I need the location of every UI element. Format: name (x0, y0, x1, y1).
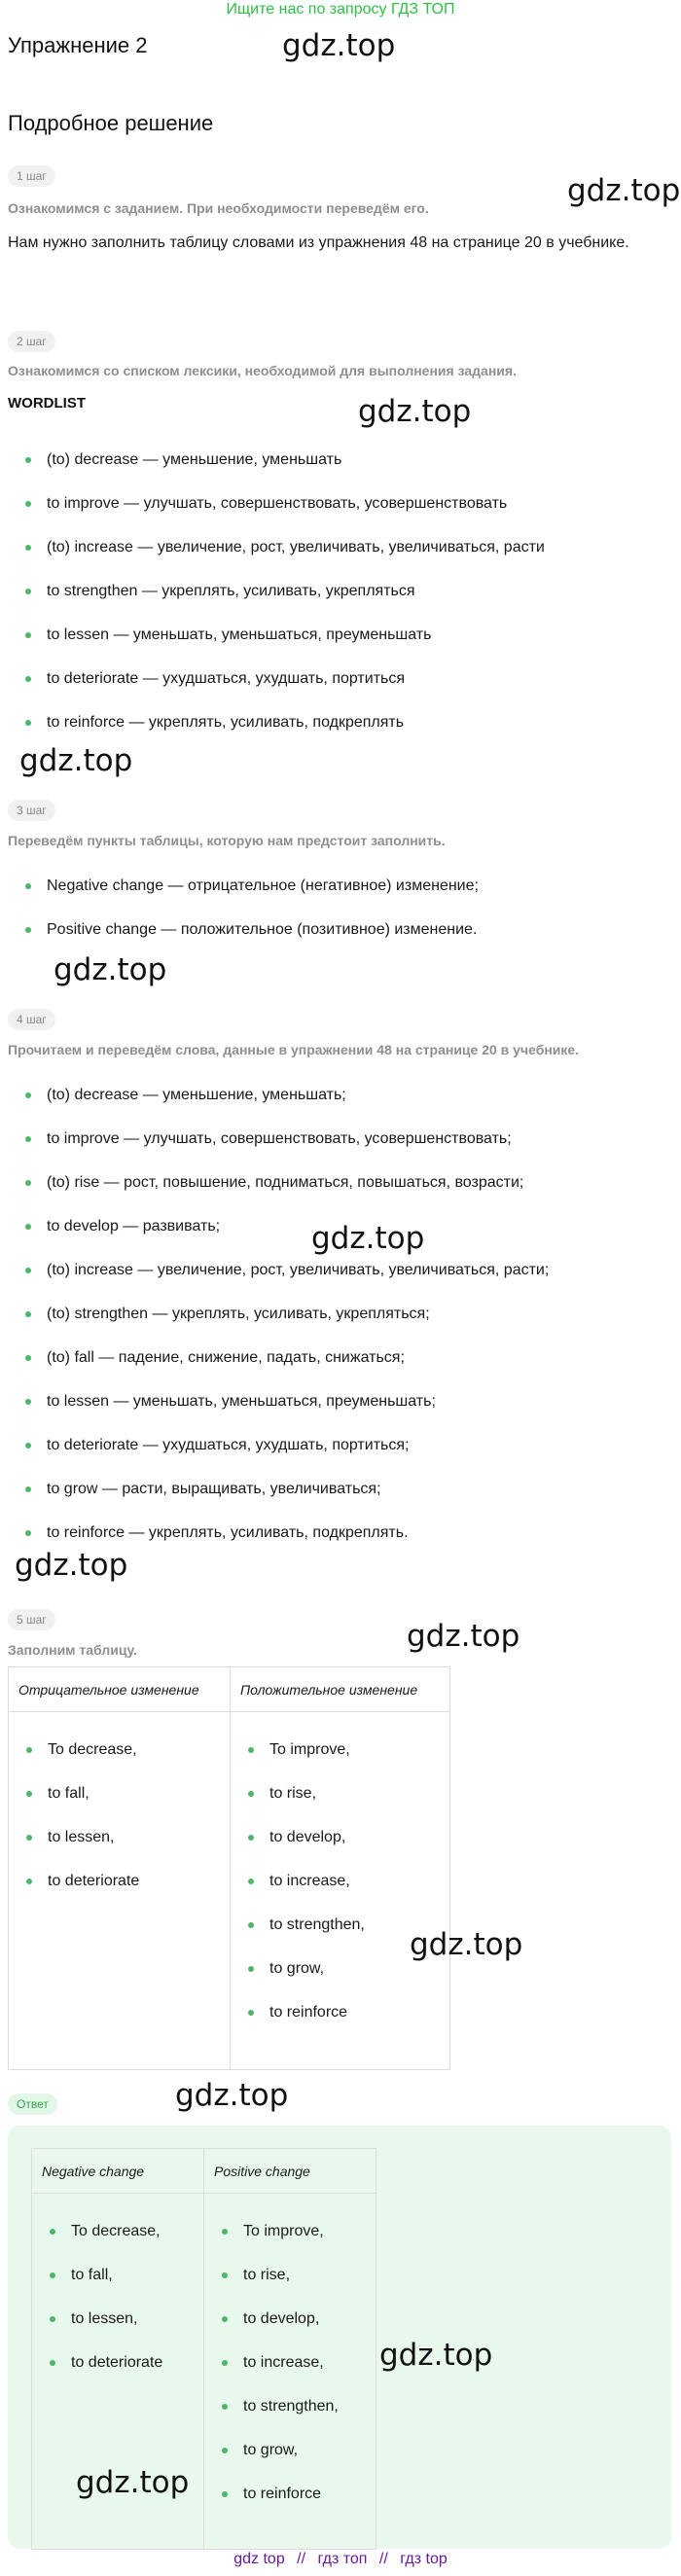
watermark: gdz.top (15, 1548, 128, 1583)
step-note: Ознакомимся с заданием. При необходимости переведём его. (8, 200, 429, 216)
textbook-words (8, 1073, 669, 1555)
list-item: To improve, (204, 2209, 376, 2253)
column-header-negative: Negative change (32, 2149, 204, 2194)
footer-links (0, 2551, 681, 2568)
list-item: to improve — улучшать, совершенствовать, усовершенствовать (8, 482, 669, 525)
list-item: to strengthen — укреплять, усиливать, укрепляться (8, 569, 669, 613)
solution-title: Подробное решение (8, 111, 214, 135)
list-item: To decrease, (9, 1728, 230, 1771)
list-item: Positive change — положительное (позитивное) изменение. (8, 908, 669, 951)
search-banner: Ищите нас по запросу ГДЗ ТОП (226, 1, 455, 18)
watermark: gdz.top (19, 743, 133, 778)
list-item: to lessen — уменьшать, уменьшаться, преуменьшать; (8, 1379, 669, 1423)
list-item: to rise, (231, 1771, 449, 1815)
column-header-positive: Положительное изменение (231, 1667, 450, 1712)
column-header-positive: Positive change (204, 2149, 376, 2194)
list-item: to strengthen, (204, 2384, 376, 2428)
step-badge: 1 шаг (8, 165, 55, 187)
answer-badge: Ответ (8, 2093, 57, 2115)
list-item: To decrease, (32, 2209, 203, 2253)
list-item: to develop, (231, 1815, 449, 1859)
list-item: to deteriorate — ухудшаться, ухудшать, портиться; (8, 1423, 669, 1467)
step-badge: 4 шаг (8, 1009, 55, 1030)
list-item: (to) strengthen — укреплять, усиливать, укрепляться; (8, 1292, 669, 1336)
watermark: gdz.top (282, 28, 396, 63)
watermark: gdz.top (379, 2338, 493, 2373)
step-note: Прочитаем и переведём слова, данные в упражнении 48 на странице 20 в учебнике. (8, 1042, 580, 1057)
footer-separator: // (297, 2551, 306, 2567)
watermark: gdz.top (311, 1221, 425, 1256)
list-item: to develop — развивать; (8, 1204, 669, 1248)
list-item: to reinforce (231, 1990, 449, 2034)
exercise-title: Упражнение 2 (8, 33, 148, 57)
list-item: to fall, (32, 2253, 203, 2297)
list-item: To improve, (231, 1728, 449, 1771)
footer-link[interactable]: гдз top (400, 2551, 448, 2567)
footer-link[interactable]: гдз топ (317, 2551, 368, 2567)
list-item: to deteriorate (32, 2341, 203, 2384)
list-item: to lessen — уменьшать, уменьшаться, преуменьшать (8, 613, 669, 657)
list-item: to strengthen, (231, 1903, 449, 1947)
list-item: to deteriorate — ухудшаться, ухудшать, портиться (8, 657, 669, 700)
list-item: to develop, (204, 2297, 376, 2341)
list-item: to deteriorate (9, 1859, 230, 1903)
step-badge: 5 шаг (8, 1609, 55, 1630)
list-item: to increase, (231, 1859, 449, 1903)
watermark: gdz.top (410, 1927, 523, 1962)
list-item: Negative change — отрицательное (негативное) изменение; (8, 864, 669, 908)
list-item: to reinforce — укреплять, усиливать, подкреплять. (8, 1511, 669, 1555)
list-item: to lessen, (9, 1815, 230, 1859)
footer-separator: // (378, 2551, 388, 2567)
list-item: to increase, (204, 2341, 376, 2384)
list-item: to reinforce — укреплять, усиливать, подкреплять (8, 700, 669, 744)
watermark: gdz.top (407, 1619, 520, 1654)
list-item: to rise, (204, 2253, 376, 2297)
list-item: to reinforce (204, 2472, 376, 2516)
list-item: (to) decrease — уменьшение, уменьшать (8, 438, 669, 482)
list-item: to lessen, (32, 2297, 203, 2341)
watermark: gdz.top (358, 394, 472, 429)
watermark: gdz.top (76, 2465, 190, 2500)
wordlist (8, 438, 669, 744)
list-item: (to) increase — увеличение, рост, увеличивать, увеличиваться, расти; (8, 1248, 669, 1292)
list-item: to grow, (231, 1947, 449, 1990)
step-badge: 2 шаг (8, 331, 55, 352)
list-item: (to) rise — рост, повышение, подниматься, повышаться, возрасти; (8, 1161, 669, 1204)
list-item: to improve — улучшать, совершенствовать, усовершенствовать; (8, 1117, 669, 1161)
step-note: Переведём пункты таблицы, которую нам предстоит заполнить. (8, 833, 446, 848)
list-item: (to) decrease — уменьшение, уменьшать; (8, 1073, 669, 1117)
watermark: gdz.top (175, 2078, 289, 2113)
list-item: to fall, (9, 1771, 230, 1815)
table-headers-translation (8, 864, 669, 951)
column-header-negative: Отрицательное изменение (9, 1667, 231, 1712)
list-item: (to) fall — падение, снижение, падать, снижаться; (8, 1336, 669, 1379)
watermark: gdz.top (567, 173, 681, 208)
list-item: to grow — расти, выращивать, увеличиваться; (8, 1467, 669, 1511)
step-note: Ознакомимся со списком лексики, необходимой для выполнения задания. (8, 363, 517, 378)
footer-link[interactable]: gdz top (233, 2551, 285, 2567)
change-table (8, 1666, 450, 2070)
wordlist-heading: WORDLIST (8, 395, 86, 411)
step-badge: 3 шаг (8, 800, 55, 821)
step-text: Нам нужно заполнить таблицу словами из упражнения 48 на странице 20 в учебнике. (8, 234, 629, 251)
list-item: (to) increase — увеличение, рост, увеличивать, увеличиваться, расти (8, 525, 669, 569)
list-item: to grow, (204, 2428, 376, 2472)
step-note: Заполним таблицу. (8, 1642, 137, 1658)
watermark: gdz.top (54, 952, 167, 987)
